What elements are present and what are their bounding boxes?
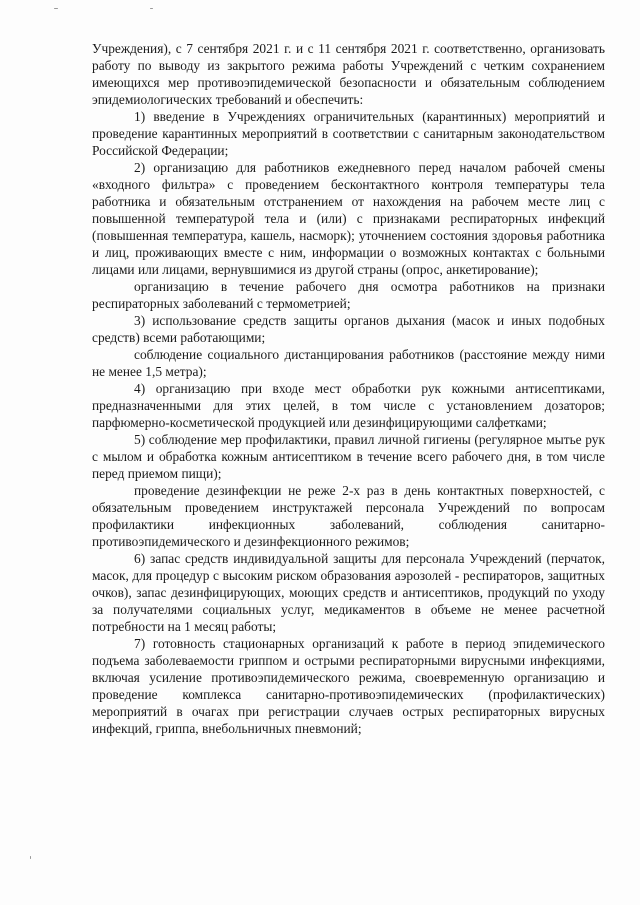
paragraph-item-5: 5) соблюдение мер профилактики, правил личной гигиены (регулярное мытье рук с мылом и обработка кожным антисептиком в течение всего рабочего дня, в том числе перед приемом пищи); [92,432,605,481]
scan-speck [150,8,153,9]
paragraph-item-1: 1) введение в Учреждениях ограничительных (карантинных) мероприятий и проведение карантинных мероприятий в соответствии с санитарным законодательством Российской Федерации; [92,109,605,158]
paragraph-item-5-extra: проведение дезинфекции не реже 2-х раз в день контактных поверхностей, с обязательным проведением инструктажей персонала Учреждений по вопросам профилактики инфекционных заболеваний, соблюдения санитарно-противоэпидемического и дезинфекционного режимов; [92,483,605,549]
document-body [92,40,605,737]
paragraph-item-2-extra: организацию в течение рабочего дня осмотра работников на признаки респираторных заболеваний с термометрией; [92,279,605,311]
paragraph-item-6: 6) запас средств индивидуальной защиты для персонала Учреждений (перчаток, масок, для процедур с высоким риском образования аэрозолей - респираторов, защитных очков), запас дезинфицирующих, моющих средств и антисептиков, продукций по уходу за получателями социальных услуг, медикаментов в объеме не менее расчетной потребности на 1 месяц работы; [92,551,605,634]
paragraph-item-4: 4) организацию при входе мест обработки рук кожными антисептиками, предназначенными для этих целей, в том числе с установлением дозаторов; парфюмерно-косметической продукцией или дезинфицирующими салфетками; [92,381,605,430]
paragraph-item-7: 7) готовность стационарных организаций к работе в период эпидемического подъема заболеваемости гриппом и острыми респираторными вирусными инфекциями, включая усиление противоэпидемического режима, своевременную организацию и проведение комплекса санитарно-противоэпидемических (профилактических) мероприятий в очагах при регистрации случаев острых респираторных вирусных инфекций, гриппа, внебольничных пневмоний; [92,636,605,736]
paragraph-item-2: 2) организацию для работников ежедневного перед началом рабочей смены «входного фильтра» с проведением бесконтактного контроля температуры тела работника и обязательным отстранением от нахождения на рабочем месте лиц с повышенной температурой тела и (или) с признаками респираторных инфекций (повышенная температура, кашель, насморк); уточнением состояния здоровья работника и лиц, проживающих вместе с ним, информации о возможных контактах с больными лицами или лицами, вернувшимися из другой страны (опрос, анкетирование); [92,160,605,277]
paragraph-item-3: 3) использование средств защиты органов дыхания (масок и иных подобных средств) всеми работающими; [92,313,605,345]
paragraph-intro: Учреждения), с 7 сентября 2021 г. и с 11 сентября 2021 г. соответственно, организовать работу по выводу из закрытого режима работы Учреждений с четким сохранением имеющихся мер противоэпидемической безопасности и обязательным соблюдением эпидемиологических требований и обеспечить: [92,41,605,107]
scan-speck [30,856,31,859]
paragraph-item-3-extra: соблюдение социального дистанцирования работников (расстояние между ними не менее 1,5 метра); [92,347,605,379]
scan-speck [54,8,58,9]
